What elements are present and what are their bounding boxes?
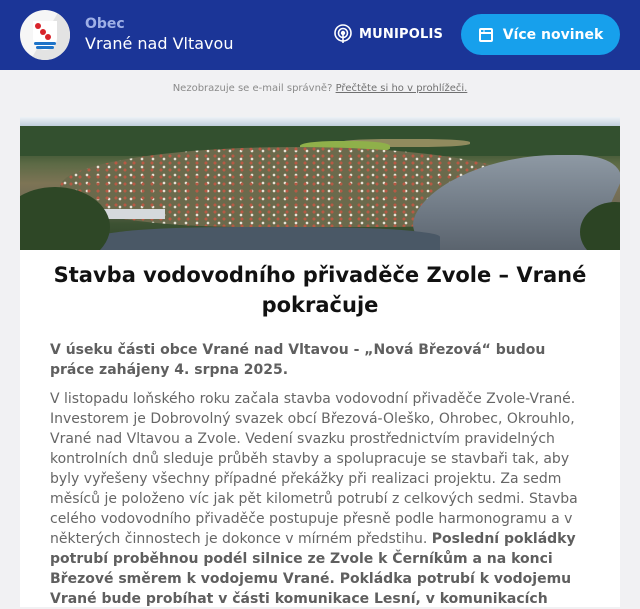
- more-news-button[interactable]: [461, 14, 620, 55]
- logo-wave-icon: [34, 42, 56, 45]
- article-title: Stavba vodovodního přivaděče Zvole – Vrané pokračuje: [53, 263, 587, 317]
- article-lead: V úseku části obce Vrané nad Vltavou - „Nová Březová“ budou práce zahájeny 4. srpna 2025.: [50, 342, 546, 378]
- munipolis-logo[interactable]: [333, 24, 443, 44]
- broadcast-icon: [333, 24, 353, 44]
- logo-rose-icon: [35, 23, 41, 29]
- newspaper-icon: [478, 27, 494, 43]
- view-in-browser-link[interactable]: Přečtěte si ho v prohlížeči.: [335, 83, 468, 94]
- municipality-name: Vrané nad Vltavou: [85, 33, 234, 53]
- logo-wave-icon: [36, 46, 54, 49]
- more-news-label: Více novinek: [502, 26, 604, 43]
- notice-text: Nezobrazuje se e-mail správně?: [172, 83, 333, 94]
- email-header: [0, 0, 640, 70]
- coat-of-arms-icon[interactable]: [20, 10, 70, 60]
- platform-name: MUNIPOLIS: [359, 26, 444, 42]
- article-card: [20, 117, 620, 607]
- hero-image[interactable]: [20, 117, 620, 250]
- hero-river: [100, 227, 440, 250]
- municipality-kind: Obec: [85, 15, 125, 32]
- article-body: [20, 380, 620, 609]
- article-body-regular: V listopadu loňského roku začala stavba vodovodní přivaděče Zvole-Vrané. Investorem je Dobrovolný svazek obcí Březová-Oleško, Ohrobec, Okrouhlo, Vrané nad Vltavou a Zvole. Vedení svazku prostřednictvím pravidelných kontrolních dnů sleduje průběh stavby a spolupracuje se stavbaři tak, aby byly vyřešeny všechny případné překážky při realizaci projektu. Za sedm měsíců je položeno víc jak pět kilometrů potrubí z celkových sedmi. Stavba celého vodovodního přivaděče postupuje přesně podle harmonogramu a v některých činnostech je dokonce v mírném předstihu.: [50, 391, 578, 547]
- logo-rose-icon: [45, 34, 51, 40]
- article-body-bold: Poslední pokládky potrubí proběhnou podél silnice ze Zvole k Černíkům a na konci Březové směrem k vodojemu Vrané. Pokládka potrubí k vodojemu Vrané bude probíhat v části komunikace Lesní, v komunikacích: [50, 531, 576, 607]
- view-in-browser-notice: [0, 70, 640, 117]
- municipality-brand[interactable]: [85, 16, 233, 55]
